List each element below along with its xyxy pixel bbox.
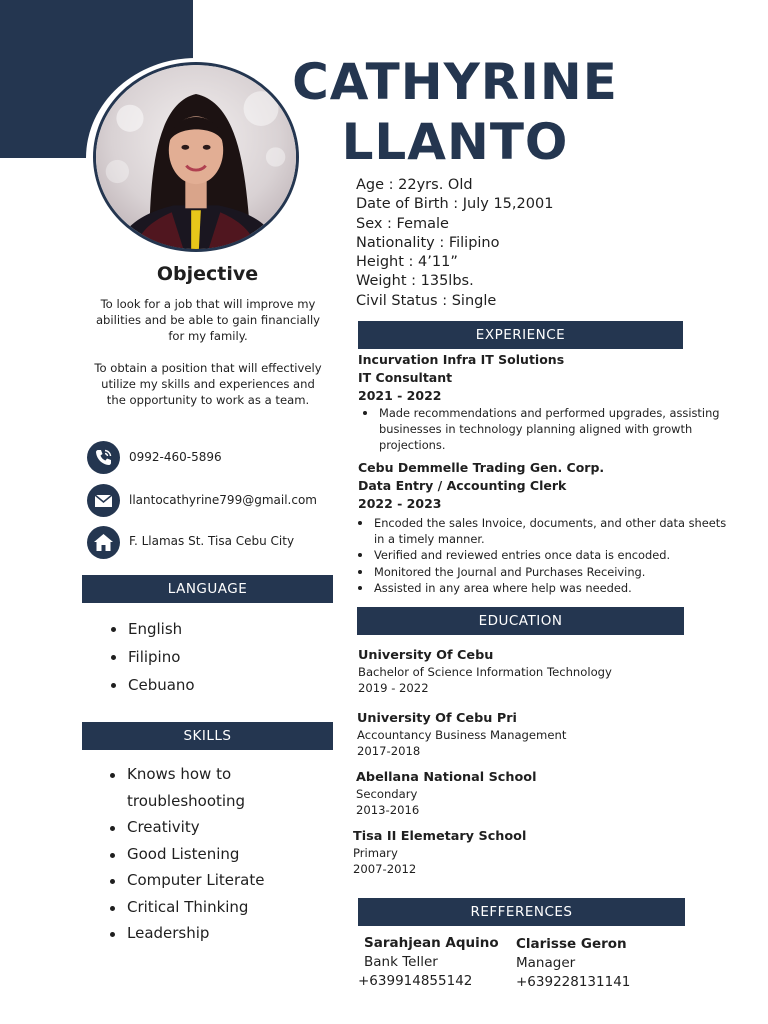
school-years: 2007-2012 bbox=[353, 862, 417, 876]
phone-icon bbox=[87, 441, 120, 474]
skills-header: SKILLS bbox=[82, 722, 333, 750]
reference-phone: +639914855142 bbox=[358, 973, 473, 989]
job-years: 2021 - 2022 bbox=[358, 388, 442, 403]
job-1 bbox=[358, 351, 564, 405]
school-name: University Of Cebu Pri bbox=[357, 711, 517, 726]
experience-header: EXPERIENCE bbox=[358, 321, 683, 349]
reference-name: Clarisse Geron bbox=[516, 936, 627, 952]
school-course: Primary bbox=[353, 846, 398, 860]
height-line: Height : 4’11” bbox=[356, 254, 458, 271]
list-item: Computer Literate bbox=[108, 867, 268, 894]
objective-paragraph-1: To look for a job that will improve my abilities and be able to gain financially for my family. bbox=[95, 297, 321, 343]
profile-photo-illustration bbox=[96, 65, 296, 249]
school-course: Accountancy Business Management bbox=[357, 728, 567, 742]
sex-line: Sex : Female bbox=[356, 215, 449, 232]
objective-paragraph-2: To obtain a position that will effectively utilize my skills and experiences and the opportunity to work as a team. bbox=[94, 361, 322, 407]
education-header: EDUCATION bbox=[357, 607, 684, 635]
list-item: Cebuano bbox=[109, 671, 195, 699]
job-company: Incurvation Infra IT Solutions bbox=[358, 352, 565, 367]
list-item: Made recommendations and performed upgrades, assisting businesses in technology planning aligned with growth projections. bbox=[358, 405, 733, 454]
last-name: LLANTO bbox=[341, 113, 569, 171]
objective-title: Objective bbox=[156, 263, 259, 285]
birthdate-line: Date of Birth : July 15,2001 bbox=[356, 196, 554, 213]
list-item: Filipino bbox=[109, 643, 195, 671]
job-2-duties bbox=[353, 515, 728, 596]
reference-role: Bank Teller bbox=[364, 954, 438, 970]
list-item: Monitored the Journal and Purchases Receiving. bbox=[353, 564, 728, 580]
school-1 bbox=[358, 647, 612, 696]
civil-status-line: Civil Status : Single bbox=[356, 292, 497, 309]
school-years: 2019 - 2022 bbox=[358, 681, 429, 695]
phone-number: 0992-460-5896 bbox=[129, 450, 222, 464]
list-item: Verified and reviewed entries once data is encoded. bbox=[353, 547, 728, 563]
list-item: Assisted in any area where help was needed. bbox=[353, 580, 728, 596]
weight-line: Weight : 135lbs. bbox=[356, 273, 474, 290]
age-line: Age : 22yrs. Old bbox=[356, 177, 473, 193]
job-years: 2022 - 2023 bbox=[358, 496, 442, 511]
job-role: Data Entry / Accounting Clerk bbox=[358, 478, 567, 493]
email-icon bbox=[87, 484, 120, 517]
language-header: LANGUAGE bbox=[82, 575, 333, 603]
list-item: Knows how to troubleshooting bbox=[108, 761, 268, 814]
school-course: Secondary bbox=[356, 787, 418, 801]
list-item: English bbox=[109, 615, 195, 643]
school-name: Tisa II Elemetary School bbox=[353, 829, 527, 844]
school-course: Bachelor of Science Information Technology bbox=[358, 665, 612, 679]
list-item: Leadership bbox=[108, 920, 268, 947]
school-3 bbox=[356, 769, 536, 818]
list-item: Encoded the sales Invoice, documents, and other data sheets in a timely manner. bbox=[353, 515, 728, 547]
list-item: Creativity bbox=[108, 814, 268, 841]
list-item: Critical Thinking bbox=[108, 894, 268, 921]
job-1-duties bbox=[358, 405, 733, 454]
language-list bbox=[109, 615, 195, 699]
nationality-line: Nationality : Filipino bbox=[356, 234, 500, 251]
school-name: University Of Cebu bbox=[358, 648, 494, 663]
references-header: REFFERENCES bbox=[358, 898, 685, 926]
school-years: 2013-2016 bbox=[356, 803, 420, 817]
reference-phone: +639228131141 bbox=[516, 974, 631, 990]
school-name: Abellana National School bbox=[356, 770, 537, 785]
reference-1 bbox=[358, 934, 499, 991]
job-2 bbox=[358, 459, 604, 513]
job-company: Cebu Demmelle Trading Gen. Corp. bbox=[358, 460, 605, 475]
skills-list bbox=[108, 761, 268, 947]
reference-name: Sarahjean Aquino bbox=[364, 935, 499, 951]
job-role: IT Consultant bbox=[358, 370, 453, 385]
profile-photo bbox=[93, 62, 299, 252]
reference-2 bbox=[516, 935, 630, 992]
home-icon bbox=[87, 526, 120, 559]
email-address: llantocathyrine799@gmail.com bbox=[129, 493, 317, 507]
school-4 bbox=[353, 828, 526, 877]
list-item: Good Listening bbox=[108, 841, 268, 868]
school-years: 2017-2018 bbox=[357, 744, 421, 758]
school-2 bbox=[357, 710, 566, 759]
personal-info bbox=[356, 176, 553, 311]
reference-role: Manager bbox=[516, 955, 576, 971]
first-name: CATHYRINE bbox=[292, 53, 618, 111]
home-address: F. Llamas St. Tisa Cebu City bbox=[129, 534, 295, 548]
